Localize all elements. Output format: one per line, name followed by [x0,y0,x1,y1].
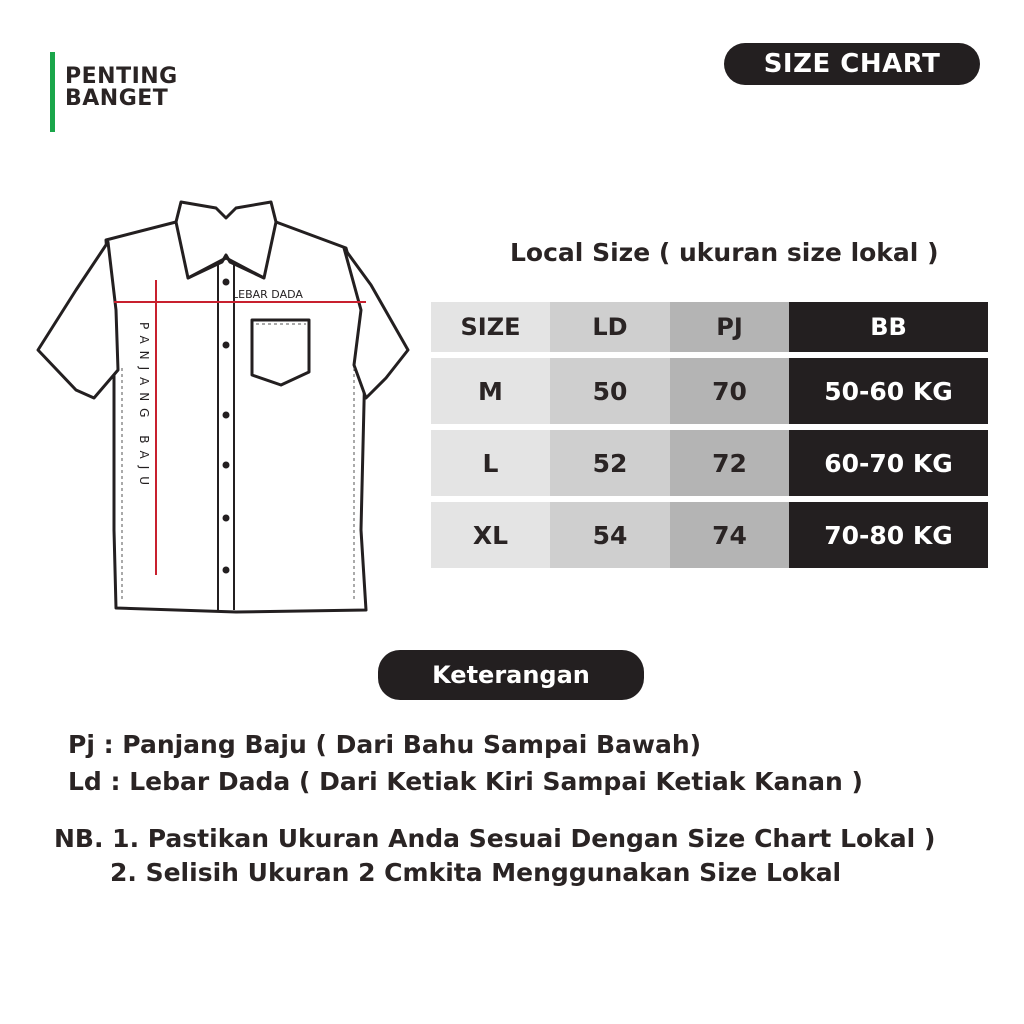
cell-size: M [431,358,550,424]
cell-ld: 52 [550,430,670,496]
size-chart-badge: SIZE CHART [724,43,980,85]
lebar-dada-label: LEBAR DADA [232,288,303,301]
local-size-title: Local Size ( ukuran size lokal ) [510,238,939,267]
shirt-diagram [36,200,416,620]
table-row [431,430,988,496]
note-line-2: 2. Selisih Ukuran 2 Cmkita Menggunakan Size Lokal [110,858,842,887]
table-row [431,358,988,424]
cell-ld: 50 [550,358,670,424]
panjang-baju-label: PANJANG BAJU [137,322,151,493]
brand-line-2: BANGET [65,86,169,111]
cell-size: L [431,430,550,496]
size-table [431,296,988,574]
cell-bb: 50-60 KG [789,358,988,424]
cell-pj: 70 [670,358,789,424]
cell-pj: 72 [670,430,789,496]
header-size: SIZE [431,302,550,352]
brand-line-1: PENTING [65,64,178,89]
cell-size: XL [431,502,550,568]
note-line-1: NB. 1. Pastikan Ukuran Anda Sesuai Dengan Size Chart Lokal ) [54,824,936,853]
header-bb: BB [789,302,988,352]
cell-bb: 70-80 KG [789,502,988,568]
keterangan-badge: Keterangan [378,650,644,700]
header-ld: LD [550,302,670,352]
cell-pj: 74 [670,502,789,568]
header-pj: PJ [670,302,789,352]
table-header-row [431,302,988,352]
table-row [431,502,988,568]
legend-pj: Pj : Panjang Baju ( Dari Bahu Sampai Bawah) [68,730,702,759]
cell-ld: 54 [550,502,670,568]
legend-ld: Ld : Lebar Dada ( Dari Ketiak Kiri Sampai Ketiak Kanan ) [68,767,863,796]
brand-logo [50,52,178,132]
cell-bb: 60-70 KG [789,430,988,496]
